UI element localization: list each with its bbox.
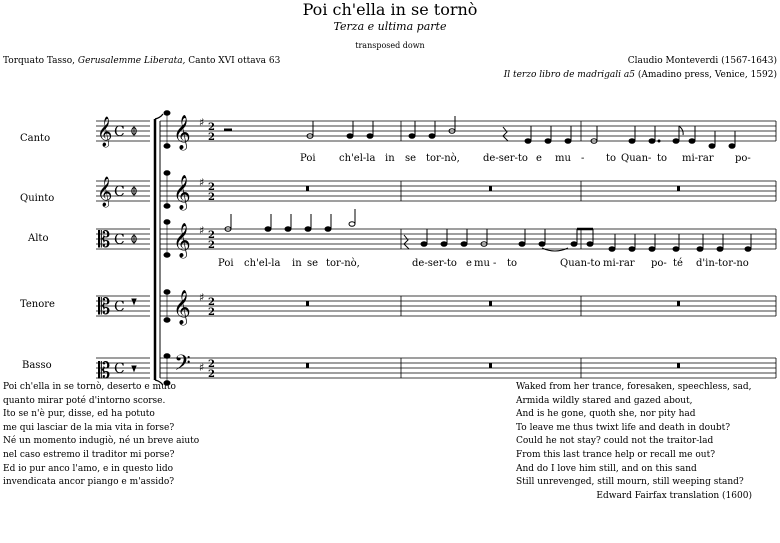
lyric-syllable: mi-rar <box>603 258 635 269</box>
alto-notes <box>225 209 751 251</box>
source-work: Il terzo libro de madrigali a5 <box>503 70 635 80</box>
lyric-syllable: e <box>536 153 542 164</box>
poet-work: Gerusalemme Liberata, <box>77 56 186 66</box>
poem-line: From this last trance help or recall me out? <box>516 449 716 460</box>
poem-line: Ito se n'è pur, disse, ed ha potuto <box>3 409 155 420</box>
svg-text:C: C <box>114 184 125 200</box>
composer-credit: Claudio Monteverdi (1567-1643) <box>627 56 777 66</box>
svg-text:2: 2 <box>208 307 215 318</box>
lyric-syllable: mi-rar <box>682 153 714 164</box>
lyric-syllable: in <box>292 258 302 269</box>
poet-suffix: Canto XVI ottava 63 <box>185 56 281 66</box>
lyric-syllable: Quan-to <box>560 258 601 269</box>
lyric-syllable: de-ser-to <box>412 258 457 269</box>
svg-text:𝄡: 𝄡 <box>98 359 111 384</box>
lyric-syllable: e <box>466 258 472 269</box>
poem-line: Still unrevenged, still mourn, still weeping stand? <box>516 477 744 488</box>
lyric-syllable: d'in-tor-no <box>696 258 749 269</box>
lyric-syllable: té <box>673 258 683 269</box>
poem-line: Could he not stay? could not the traitor-lad <box>516 436 714 447</box>
voice-label-basso: Basso <box>22 360 52 371</box>
svg-text:2: 2 <box>208 192 215 203</box>
poem-line: And is he gone, quoth she, nor pity had <box>516 409 696 420</box>
poem-line: quanto mirar poté d'intorno scorse. <box>3 395 166 406</box>
voice-label-canto: Canto <box>20 133 51 144</box>
lyric-syllable: se <box>405 153 417 164</box>
lyric-syllable: - <box>493 258 497 269</box>
svg-text:2: 2 <box>208 230 215 241</box>
score-subtitle: Terza e ultima parte <box>333 20 447 33</box>
lyric-syllable: to <box>507 258 518 269</box>
svg-text:𝄞: 𝄞 <box>173 175 191 210</box>
svg-text:C: C <box>114 361 125 377</box>
poem-italian <box>3 381 199 490</box>
incipit-first-notes <box>132 126 136 371</box>
voice-label-quinto: Quinto <box>20 193 55 204</box>
svg-text:2: 2 <box>208 122 215 133</box>
poem-line: Ed io pur anco l'amo, e in questo lido <box>3 463 174 474</box>
poem-line: To leave me thus twixt life and death in doubt? <box>516 422 731 433</box>
lyric-syllable: mu <box>474 258 490 269</box>
poem-line: me qui lasciar de la mia vita in forse? <box>3 422 175 433</box>
lyric-syllable: tor-nò, <box>426 153 460 164</box>
translation-credit: Edward Fairfax translation (1600) <box>596 491 752 501</box>
lyric-syllable: - <box>581 153 585 164</box>
svg-text:𝄡: 𝄡 <box>98 228 111 253</box>
svg-text:𝄞: 𝄞 <box>173 115 191 150</box>
svg-text:2: 2 <box>208 240 215 251</box>
system-bracket <box>155 114 163 385</box>
svg-text:♯: ♯ <box>199 176 205 189</box>
lyric-syllable: Quan <box>621 153 649 164</box>
lyric-syllable: tor-nò, <box>326 258 360 269</box>
lyric-syllable: Poi <box>218 258 234 269</box>
svg-text:♯: ♯ <box>199 116 205 129</box>
lyric-syllable: to <box>606 153 617 164</box>
lyric-syllable: in <box>385 153 395 164</box>
lyric-syllable: ch'el-la <box>244 258 281 269</box>
poem-english <box>516 381 751 490</box>
svg-text:♯: ♯ <box>199 361 205 374</box>
svg-text:𝄞: 𝄞 <box>173 290 191 325</box>
poem-line: Poi ch'ella in se tornò, deserto e muto <box>3 382 176 392</box>
transposition-note: transposed down <box>355 41 425 50</box>
poet-prefix: Torquato Tasso, <box>3 56 78 66</box>
lyric-syllable: to <box>657 153 668 164</box>
modern-clefs <box>173 115 215 381</box>
svg-text:♯: ♯ <box>199 224 205 237</box>
svg-text:C: C <box>114 232 125 248</box>
svg-text:2: 2 <box>208 132 215 143</box>
svg-text:𝄢: 𝄢 <box>174 351 191 381</box>
svg-text:2: 2 <box>208 359 215 370</box>
ambitus <box>164 111 170 385</box>
poem-line: invendicata ancor piango e m'assido? <box>3 477 175 488</box>
svg-text:𝄞: 𝄞 <box>173 223 191 258</box>
lyric-syllable: de-ser-to <box>483 153 528 164</box>
lyric-syllable: - <box>648 153 652 164</box>
incipit-clefs <box>97 116 125 384</box>
svg-text:2: 2 <box>208 297 215 308</box>
source-suffix: (Amadino press, Venice, 1592) <box>634 70 777 80</box>
voice-label-alto: Alto <box>28 233 49 244</box>
whole-rests <box>306 186 680 368</box>
poem-line: Né un momento indugiò, né un breve aiuto <box>3 436 200 447</box>
svg-text:C: C <box>114 299 125 315</box>
svg-text:2: 2 <box>208 182 215 193</box>
lyric-syllable: po- <box>651 258 667 269</box>
svg-text:♯: ♯ <box>199 291 205 304</box>
score-title: Poi ch'ella in se tornò <box>302 0 478 19</box>
lyric-syllable: Poi <box>300 153 316 164</box>
voice-label-tenore: Tenore <box>20 299 55 310</box>
svg-text:2: 2 <box>208 369 215 380</box>
poem-line: nel caso estremo il traditor mi porse? <box>3 449 175 460</box>
lyric-syllable: se <box>307 258 319 269</box>
svg-text:𝄡: 𝄡 <box>98 295 111 320</box>
svg-text:𝄞: 𝄞 <box>97 117 113 147</box>
poem-line: And do I love him still, and on this sand <box>516 463 697 474</box>
lyric-syllable: mu <box>555 153 571 164</box>
svg-text:𝄞: 𝄞 <box>97 177 113 207</box>
lyric-syllable: po- <box>735 153 751 164</box>
poem-line: Waked from her trance, foresaken, speechless, sad, <box>516 382 752 392</box>
poem-line: Armida wildly stared and gazed about, <box>516 395 693 406</box>
lyric-syllable: ch'el-la <box>339 153 376 164</box>
svg-text:C: C <box>114 124 125 140</box>
